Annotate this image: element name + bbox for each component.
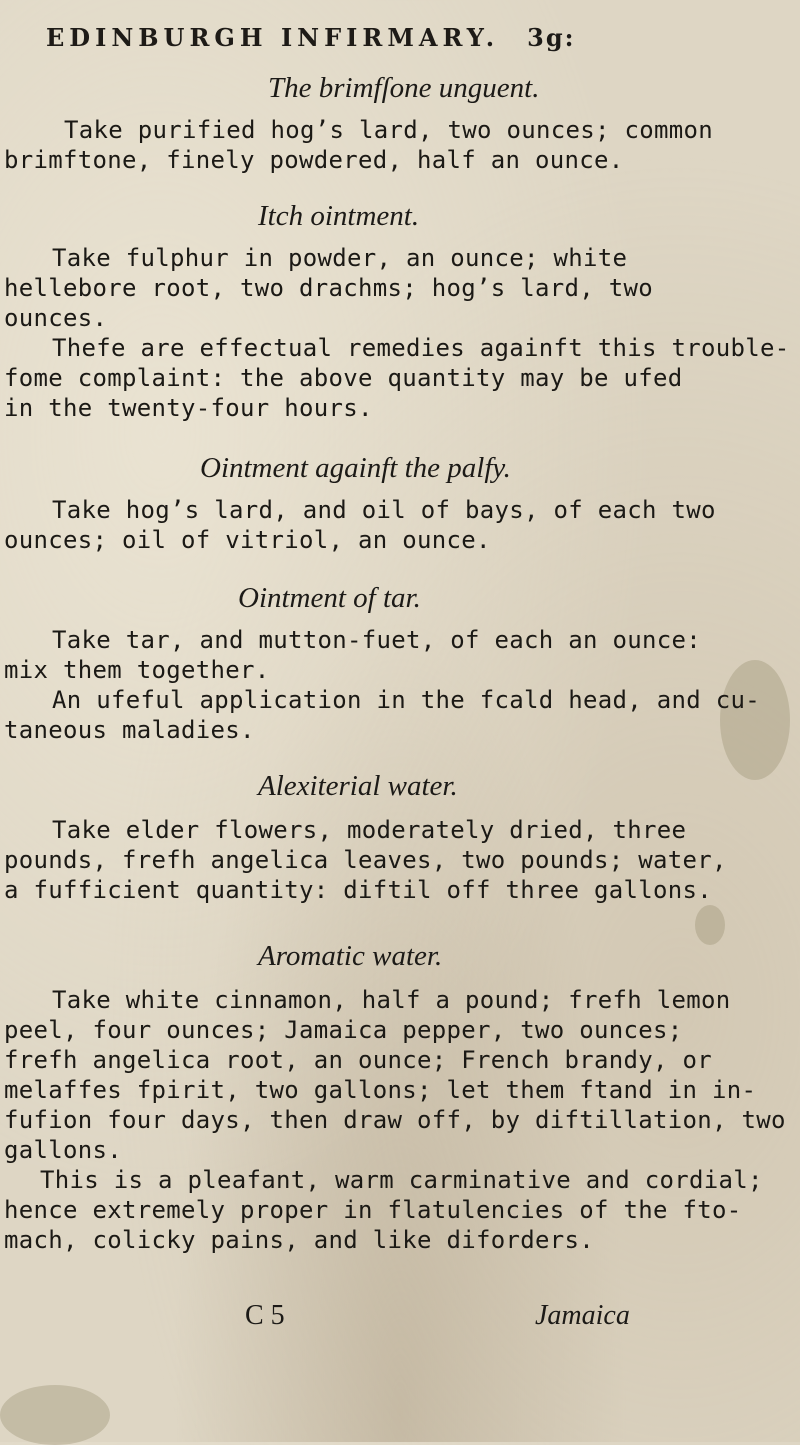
text-line: This is a pleafant, warm carminative and cordial; xyxy=(40,1166,763,1194)
section-heading: Itch ointment. xyxy=(258,200,420,232)
text-line: peel, four ounces; Jamaica pepper, two ounces; xyxy=(4,1016,683,1044)
text-line: gallons. xyxy=(4,1136,122,1164)
text-line: brimftone, finely powdered, half an ounce. xyxy=(4,146,624,174)
page-number: 3g: xyxy=(527,22,576,52)
section-heading: The brimfſone unguent. xyxy=(268,72,540,104)
section-heading: Alexiterial water. xyxy=(258,770,458,802)
text-line: in the twenty-four hours. xyxy=(4,394,373,422)
text-line: An ufeful application in the fcald head, and cu- xyxy=(52,686,760,714)
ink-stain xyxy=(695,905,725,945)
text-line: ounces; oil of vitriol, an ounce. xyxy=(4,526,491,554)
text-line: hellebore root, two drachms; hog’s lard, two xyxy=(4,274,653,302)
text-line: Take elder flowers, moderately dried, three xyxy=(52,816,687,844)
text-line: Take fulphur in powder, an ounce; white xyxy=(52,244,628,272)
text-line: taneous maladies. xyxy=(4,716,255,744)
text-line: mach, colicky pains, and like diforders. xyxy=(4,1226,594,1254)
text-line: Thefe are effectual remedies againft this trouble- xyxy=(52,334,790,362)
text-line: hence extremely proper in flatulencies of the fto- xyxy=(4,1196,742,1224)
text-line: a fufficient quantity: diftil off three gallons. xyxy=(4,876,712,904)
text-line: fome complaint: the above quantity may be ufed xyxy=(4,364,683,392)
page-header xyxy=(46,14,786,60)
text-line: Take white cinnamon, half a pound; frefh lemon xyxy=(52,986,731,1014)
page-footer xyxy=(0,1300,800,1340)
running-head: EDINBURGH INFIRMARY. xyxy=(46,22,500,52)
text-line: Take purified hog’s lard, two ounces; common xyxy=(64,116,713,144)
text-line: pounds, frefh angelica leaves, two pounds; water, xyxy=(4,846,727,874)
text-line: mix them together. xyxy=(4,656,270,684)
text-line: frefh angelica root, an ounce; French brandy, or xyxy=(4,1046,712,1074)
section-heading: Ointment againft the palfy. xyxy=(200,452,511,484)
catchword: Jamaica xyxy=(535,1300,630,1331)
text-line: fufion four days, then draw off, by diftillation, two xyxy=(4,1106,786,1134)
section-heading: Ointment of tar. xyxy=(238,582,421,614)
text-line: Take hog’s lard, and oil of bays, of each two xyxy=(52,496,716,524)
text-line: Take tar, and mutton-fuet, of each an ounce: xyxy=(52,626,701,654)
text-line: ounces. xyxy=(4,304,108,332)
section-heading: Aromatic water. xyxy=(258,940,443,972)
signature-mark: C 5 xyxy=(245,1300,285,1331)
ink-stain xyxy=(0,1385,110,1445)
text-line: melaffes fpirit, two gallons; let them ftand in in- xyxy=(4,1076,757,1104)
